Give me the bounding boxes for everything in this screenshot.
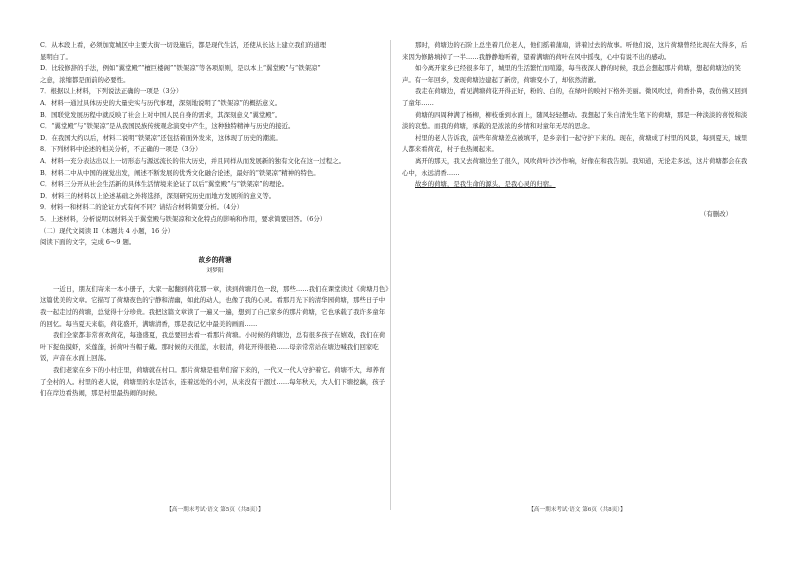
question-line: C．从本段上看，必须加宽城区中主要大街一切设施后，都是现代生活，还使从长达上建立我们的道理 [40,41,327,49]
column-divider [390,40,391,510]
article-paragraph: 离开的那天，我又去荷塘边坐了很久，风吹荷叶沙沙作响，好像在和我告别。我知道，无论走多远，这片荷塘都会在我心中，永远清香…… [402,156,748,177]
right-column [402,40,752,220]
article-author: 刘梦阳 [206,268,224,275]
page-footer-right: 【高一期末考试·语文 第6页（共8页）】 [528,507,626,513]
question-line: 8．下列材料中论述的相关分析，不正确的一项是（3分） [40,145,202,154]
question-line: C．材料三分开从社会生活新的具体生活情境来论证了以后“翼堂殿”与“铁架凉”的理论。 [40,180,289,189]
question-line: （二）现代文阅读 II（本题共 4 小题，16 分） [40,226,175,235]
question-line: D．在我国大约以后，材料二说明“铁架凉”还包括着面外发来，这体现了历史的潮流。 [40,133,282,142]
question-line: B．国联党发展历程中就反映了社会上对中国人民自身的需求，其深刻意义“翼堂殿”。 [40,110,282,119]
question-line: 7．根据以上材料，下列说法正确的一项是（3分） [40,87,183,96]
page-footer-left: 【高一期末考试·语文 第5页（共8页）】 [166,507,264,513]
question-line: 阅读下面的文字，完成 6～9 题。 [40,238,136,247]
article-title: 故乡的荷塘 [198,255,232,264]
article-paragraph: 如今离开家乡已经很多年了，城里的生活繁忙而喧嚣，每当夜深人静的时候，我总会想起那片荷塘，想起荷塘边的笑声。有一年回乡，发现荷塘边建起了新房，荷塘变小了，却依然清澈。 [402,64,741,84]
question-line: D．比较修辞的手法，例如“翼堂殿”“檀巨楼阁”“铁架凉”等各项原则，是以本上“翼堂殿”与“铁架凉” [40,64,321,73]
article-paragraph: 村里的老人告诉我，前些年荷塘差点被填平，是乡亲们一起守护下来的。现在，荷塘成了村里的风景，每到夏天，城里人都来看荷花，村子也热闹起来。 [402,133,748,154]
question-line: 5．上述材料，分析说明以材料关于翼堂殿与铁架凉和文化特点的影响和作用，要求简要回答。（6分） [40,214,327,223]
question-line: A．材料一充分表达出以上一切形态与源远流长的伟大历史，并且同样从而发展新的独有文化在这一过程之。 [40,156,345,165]
edit-note: （有删改） [700,209,732,218]
article-paragraph: 我走在荷塘边，看见满塘荷花开得正好，粉的、白的，在绿叶的映衬下格外美丽。微风吹过，荷香扑鼻，我仿佛又回到了童年…… [402,87,748,107]
article-paragraph: 故乡的荷塘，是我生命的源头，是我心灵的归宿。 [415,180,556,189]
article-paragraph: 一近日，朋友们寄来一本小册子，大家一起翻到荷花那一章，读到荷塘月色一段，那些……我们在课堂读过《荷塘月色》这篇优美的文章。它描写了荷塘夜色的宁静和清幽，如此的动人，也像了我的心灵。看那月光下的清华园荷塘，那些日子中我一起走过的荷塘，总觉得十分珍贵。我把这篇文章读了一遍又一遍，想到了自己家乡的那片荷塘，它也承载了我许多童年的回忆。每当夏天来临，荷花盛开，满塘清香，那是我记忆中最美的画面…… [40,284,389,328]
question-line: B．材料二中从中国的视觉出发，阐述不断发展的优秀文化融合论述，最好的“铁架凉”精神的特色。 [40,168,320,177]
question-line: 9．材料一和材料二的论证方式有何不同？请结合材料简要分析。（4分） [40,203,244,212]
article-paragraph: 那时，荷塘边的石阶上总坐着几位老人，他们摇着蒲扇，讲着过去的故事。听他们说，这片荷塘曾经比现在大得多，后来因为修路填掉了一半……我静静地听着，望着满塘的荷叶在风中摇曳，心中有说不出的感动。 [402,41,748,61]
article-paragraph: 我们全家都非常喜欢荷花，每逢盛夏，我总要回去看一看那片荷塘。小时候的荷塘边，总有很多孩子在嬉戏，我们在荷叶下捉鱼摸虾，采莲蓬，折荷叶当帽子戴。那时候的天很蓝，水很清，荷花开得很艳……母亲常常站在塘边喊我们回家吃饭，声音在水面上回荡。 [40,331,386,363]
question-line: A．材料一通过具体历史的大量史实与历代事理，深刻地说明了“铁架凉”的概括意义。 [40,98,282,107]
question-line: C．“翼堂殿”与“铁架凉”是从我国民族传统观念演变中产生，这种独特精神与历史的接近。 [40,122,295,131]
article-paragraph: 荷塘的四周种满了杨柳，柳枝垂到水面上，随风轻轻摆动。我想起了朱自清先生笔下的荷塘，那是一种淡淡的喜悦和淡淡的哀愁。而我的荷塘，承载的是浓浓的乡情和对童年无尽的思念。 [402,110,748,131]
question-line: D．材料三的材料以上论述基础之外将选择，深刻研究历史而地方发展所的意义等。 [40,191,276,200]
question-line: 之意，浓缩都是面前的必要性。 [40,75,130,84]
article-paragraph: 我们老家在乡下的小村庄里，荷塘就在村口。那片荷塘是祖辈们留下来的，一代又一代人守护着它。荷塘不大，却养育了全村的人。村里的老人说，荷塘里的水是活水，连着远处的小河，从来没有干涸过……每年秋天，大人们下塘挖藕，孩子们在岸边看热闹，那是村里最热闹的时候。 [40,366,386,398]
question-line: 显明白了。 [40,52,72,61]
left-column [40,40,390,400]
question-block [40,40,390,249]
